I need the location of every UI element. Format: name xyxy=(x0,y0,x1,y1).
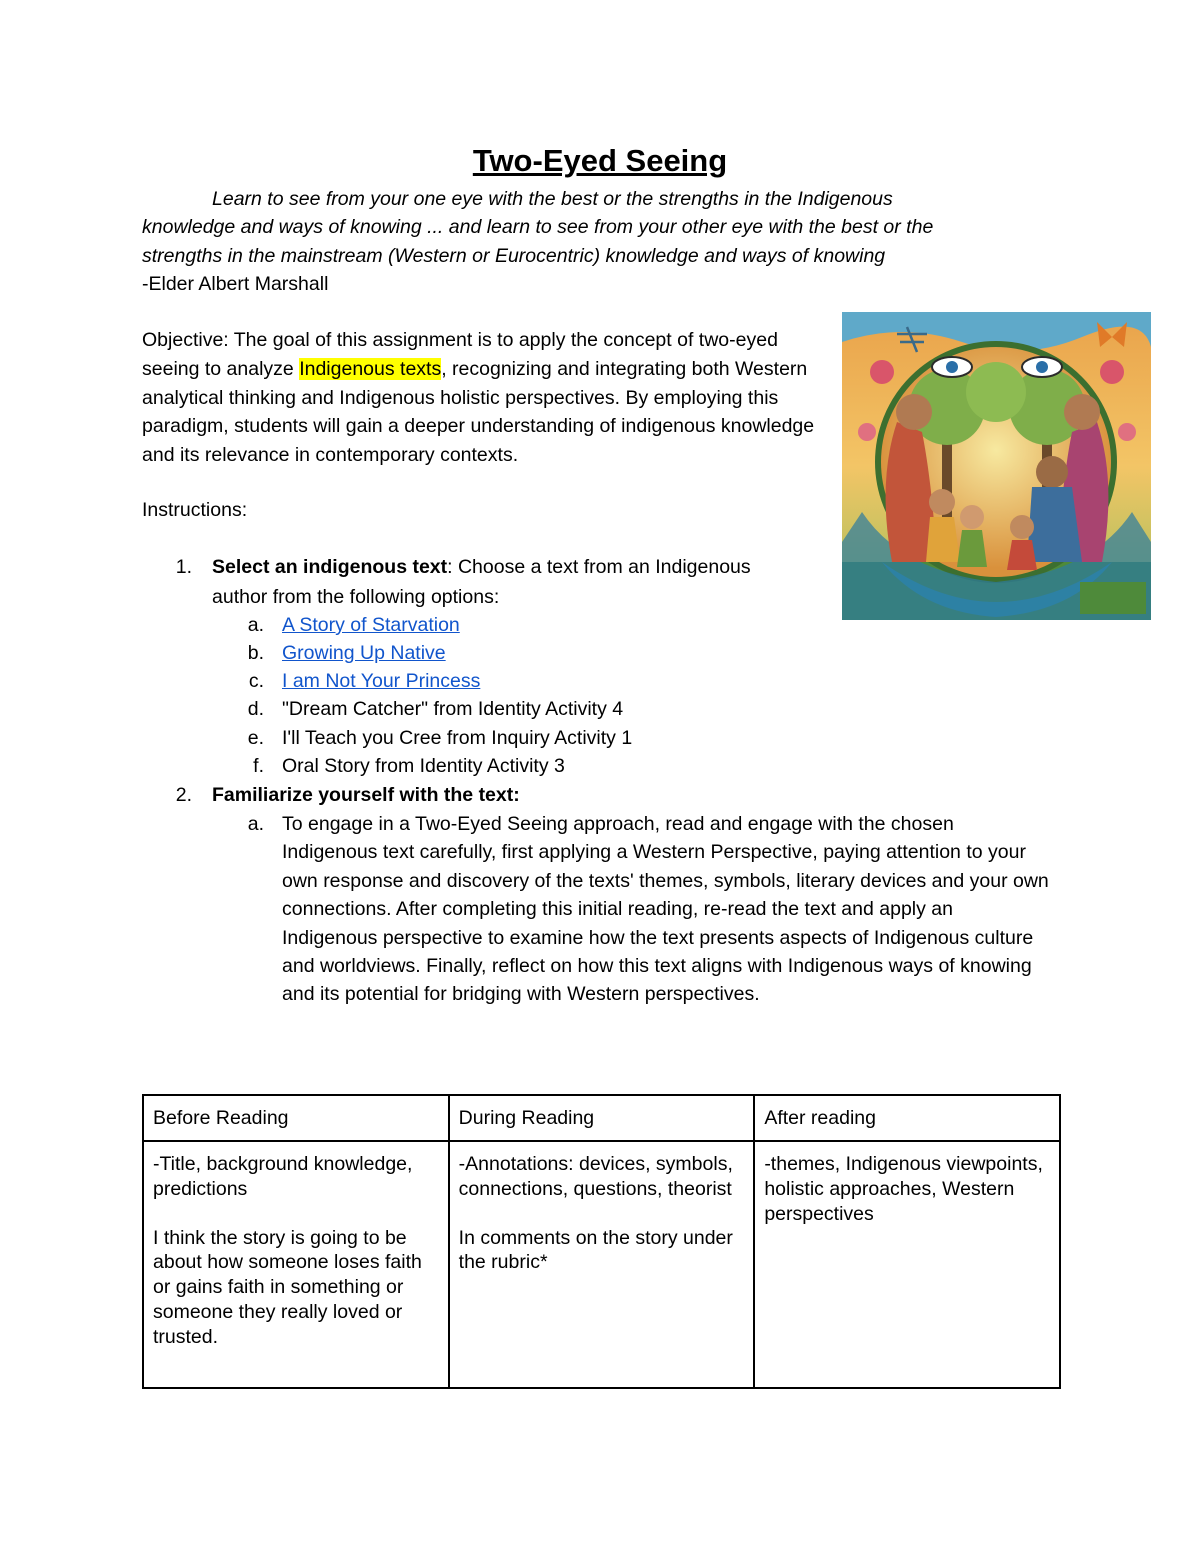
step-2-paragraph: To engage in a Two-Eyed Seeing approach, read and engage with the chosen Indigenous text carefully, first applying a Western Perspective, paying attention to your own response and discovery of the texts' themes, symbols, literary devices and your own connections. After completing this initial reading, re-read the text and apply an Indigenous perspective to examine how the text presents aspects of Indigenous culture and worldviews. Finally, reflect on how this text aligns with Indigenous ways of knowing and its potential for bridging with Western perspectives. xyxy=(282,813,1049,1006)
option-link-not-your-princess[interactable]: I am Not Your Princess xyxy=(282,670,481,692)
cell-response: In comments on the story under the rubric* xyxy=(458,1226,733,1274)
objective-highlight: Indigenous texts xyxy=(299,357,442,380)
option-link-story-of-starvation[interactable]: A Story of Starvation xyxy=(282,614,460,636)
table-row xyxy=(143,1141,1060,1388)
two-eyed-seeing-artwork xyxy=(842,312,1151,620)
step-1-heading: Select an indigenous text xyxy=(212,556,448,578)
cell-text: -themes, Indigenous viewpoints, holistic approaches, Western perspectives xyxy=(764,1153,1043,1225)
header-after-reading: After reading xyxy=(754,1095,1060,1141)
cell-during-reading[interactable] xyxy=(449,1141,755,1388)
objective-text-start: Objective: The goal of this assignment is to apply the concept of two-eyed seeing to analyze xyxy=(142,329,778,380)
quote-line-3: strengths in the mainstream (Western or Eurocentric) knowledge and ways of knowing xyxy=(142,244,886,267)
option-letter: a. xyxy=(247,614,264,636)
step-2-sub-letter: a. xyxy=(247,813,264,835)
step-2-number: 2. xyxy=(175,784,192,806)
quote-attribution: -Elder Albert Marshall xyxy=(142,273,329,295)
reading-table xyxy=(142,1094,1061,1389)
step-1-line-2: author from the following options: xyxy=(212,586,500,608)
option-text: "Dream Catcher" from Identity Activity 4 xyxy=(282,698,624,720)
header-during-reading: During Reading xyxy=(449,1095,755,1141)
option-letter: c. xyxy=(248,670,264,692)
objective-text-end: , recognizing and integrating both Western analytical thinking and Indigenous holistic perspectives. By employing this paradigm, students will gain a deeper understanding of indigenous knowledge and its relevance in contemporary contexts. xyxy=(142,357,815,467)
step-1-text: : Choose a text from an Indigenous xyxy=(447,556,751,578)
option-letter: d. xyxy=(247,698,264,720)
quote-line-1: Learn to see from your one eye with the best or the strengths in the Indigenous xyxy=(212,188,893,210)
option-text: Oral Story from Identity Activity 3 xyxy=(282,755,565,777)
instructions-label: Instructions: xyxy=(142,499,248,521)
cell-text: -Title, background knowledge, predictions xyxy=(153,1153,413,1200)
option-link-growing-up-native[interactable]: Growing Up Native xyxy=(282,642,446,664)
step-1-number: 1. xyxy=(175,556,192,578)
header-before-reading: Before Reading xyxy=(143,1095,449,1141)
cell-after-reading[interactable] xyxy=(754,1141,1060,1388)
cell-text: -Annotations: devices, symbols, connections, questions, theorist xyxy=(458,1153,733,1200)
cell-response: I think the story is going to be about how someone loses faith or gains faith in something or someone they really loved or trusted. xyxy=(153,1226,422,1348)
quote-line-2: knowledge and ways of knowing ... and learn to see from your other eye with the best or the xyxy=(142,216,934,239)
epigraph-quote xyxy=(142,185,1042,270)
option-letter: f. xyxy=(253,755,264,777)
step-2-heading: Familiarize yourself with the text: xyxy=(212,784,520,806)
table-header-row xyxy=(143,1095,1060,1141)
document-title: Two-Eyed Seeing xyxy=(472,143,728,178)
cell-before-reading[interactable] xyxy=(143,1141,449,1388)
option-text: I'll Teach you Cree from Inquiry Activity 1 xyxy=(282,727,633,749)
objective-paragraph xyxy=(142,326,832,470)
option-letter: b. xyxy=(247,642,264,664)
option-letter: e. xyxy=(247,727,264,749)
